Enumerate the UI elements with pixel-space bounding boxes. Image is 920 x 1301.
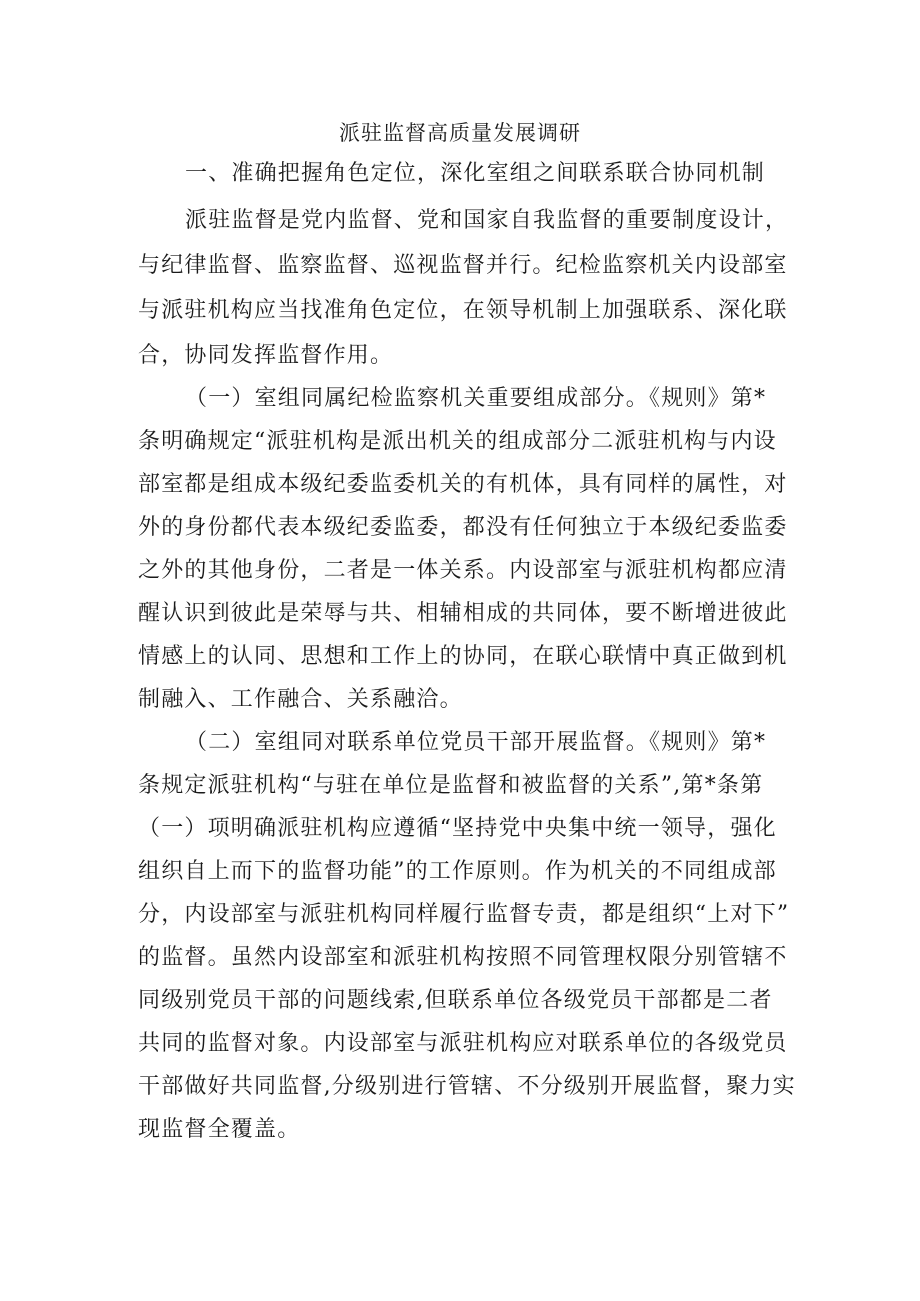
para2-line: 分，内设部室与派驻机构同样履行监督专责，都是组织“上对下” — [138, 902, 790, 927]
para1-line: 条明确规定“派驻机构是派出机关的组成部分二派驻机构与内设 — [138, 429, 777, 454]
para1-line: 醒认识到彼此是荣辱与共、相辅相成的共同体，要不断增进彼此 — [138, 601, 788, 626]
para2-line: 共同的监督对象。内设部室与派驻机构应对联系单位的各级党员 — [138, 1031, 788, 1056]
para2-line: 同级别党员干部的问题线索,但联系单位各级党员干部都是二者 — [138, 988, 773, 1013]
para2-line: （二）室组同对联系单位党员干部开展监督。《规则》第* — [185, 730, 767, 755]
para1-line: 制融入、工作融合、关系融洽。 — [138, 687, 463, 712]
para2-line: 现监督全覆盖。 — [138, 1117, 301, 1142]
intro-line: 与派驻机构应当找准角色定位，在领导机制上加强联系、深化联 — [138, 298, 788, 323]
intro-line: 合，协同发挥监督作用。 — [138, 343, 394, 368]
para1-line: 部室都是组成本级纪委监委机关的有机体，具有同样的属性，对 — [138, 472, 788, 497]
intro-line: 与纪律监督、监察监督、巡视监督并行。纪检监察机关内设部室 — [138, 253, 788, 278]
intro-line: 派驻监督是党内监督、党和国家自我监督的重要制度设计， — [185, 208, 789, 233]
document-title: 派驻监督高质量发展调研 — [339, 121, 581, 145]
para2-line: 的监督。虽然内设部室和派驻机构按照不同管理权限分别管辖不 — [138, 945, 788, 970]
para1-line: 外的身份都代表本级纪委监委，都没有任何独立于本级纪委监委 — [138, 515, 788, 540]
section-heading: 一、准确把握角色定位，深化室组之间联系联合协同机制 — [185, 161, 766, 186]
para2-line: 组织自上而下的监督功能”的工作原则。作为机关的不同组成部 — [138, 859, 777, 884]
para2-line: （一）项明确派驻机构应遵循“坚持党中央集中统一领导，强化 — [138, 816, 777, 841]
para1-line: 情感上的认同、思想和工作上的协同，在联心联情中真正做到机 — [138, 644, 788, 669]
para2-line: 条规定派驻机构“与驻在单位是监督和被监督的关系”,第*条第 — [138, 773, 764, 798]
para1-line: （一）室组同属纪检监察机关重要组成部分。《规则》第* — [185, 386, 767, 411]
para2-line: 干部做好共同监督,分级别进行管辖、不分级别开展监督，聚力实 — [138, 1074, 796, 1099]
para1-line: 之外的其他身份，二者是一体关系。内设部室与派驻机构都应清 — [138, 558, 788, 583]
